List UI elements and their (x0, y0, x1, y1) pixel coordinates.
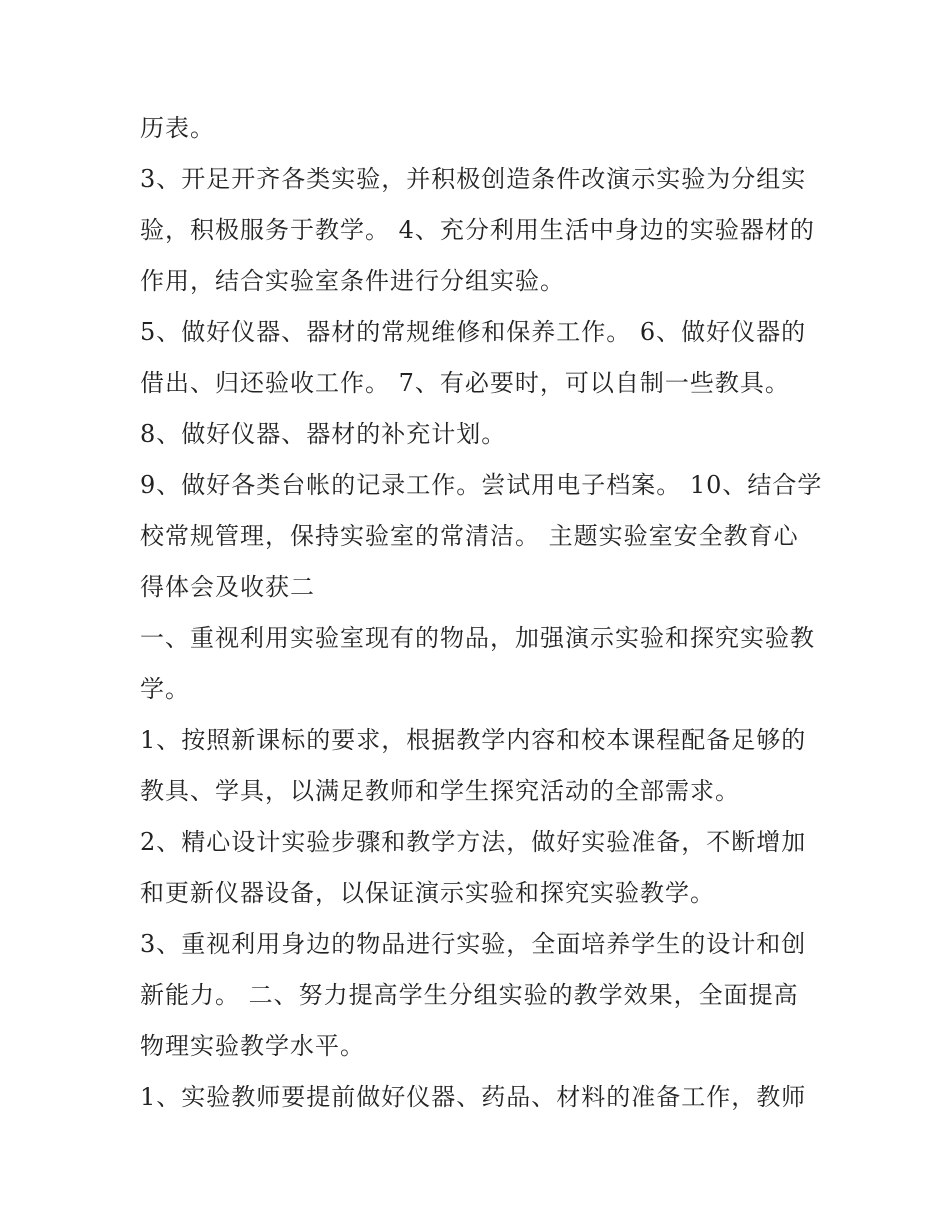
text-line: 和更新仪器设备，以保证演示实验和探究实验教学。 (140, 879, 715, 907)
text-line: 验，积极服务于教学。 4、充分利用生活中身边的实验器材的 (140, 216, 815, 244)
text-line: 物理实验教学水平。 (140, 1032, 365, 1060)
text-line: 5、做好仪器、器材的常规维修和保养工作。 6、做好仪器的 (140, 318, 807, 346)
text-line: 历表。 (140, 114, 215, 142)
text-line: 3、重视利用身边的物品进行实验，全面培养学生的设计和创 (140, 930, 807, 958)
text-line: 1、实验教师要提前做好仪器、药品、材料的准备工作，教师 (140, 1083, 807, 1111)
text-line: 9、做好各类台帐的记录工作。尝试用电子档案。 10、结合学 (140, 471, 823, 499)
text-line: 1、按照新课标的要求，根据教学内容和校本课程配备足够的 (140, 726, 807, 754)
text-line: 新能力。 二、努力提高学生分组实验的教学效果，全面提高 (140, 981, 799, 1009)
text-line: 教具、学具，以满足教师和学生探究活动的全部需求。 (140, 777, 740, 805)
text-line: 2、精心设计实验步骤和教学方法，做好实验准备，不断增加 (140, 828, 807, 856)
document-body (140, 103, 823, 1123)
text-line: 作用，结合实验室条件进行分组实验。 (140, 267, 565, 295)
text-line: 学。 (140, 675, 190, 703)
text-line: 3、开足开齐各类实验，并积极创造条件改演示实验为分组实 (140, 165, 807, 193)
text-line: 借出、归还验收工作。 7、有必要时，可以自制一些教具。 (140, 369, 790, 397)
text-line: 得体会及收获二 (140, 573, 315, 601)
text-line: 校常规管理，保持实验室的常清洁。 主题实验室安全教育心 (140, 522, 799, 550)
text-line: 一、重视利用实验室现有的物品，加强演示实验和探究实验教 (140, 624, 815, 652)
text-line: 8、做好仪器、器材的补充计划。 (140, 420, 507, 448)
